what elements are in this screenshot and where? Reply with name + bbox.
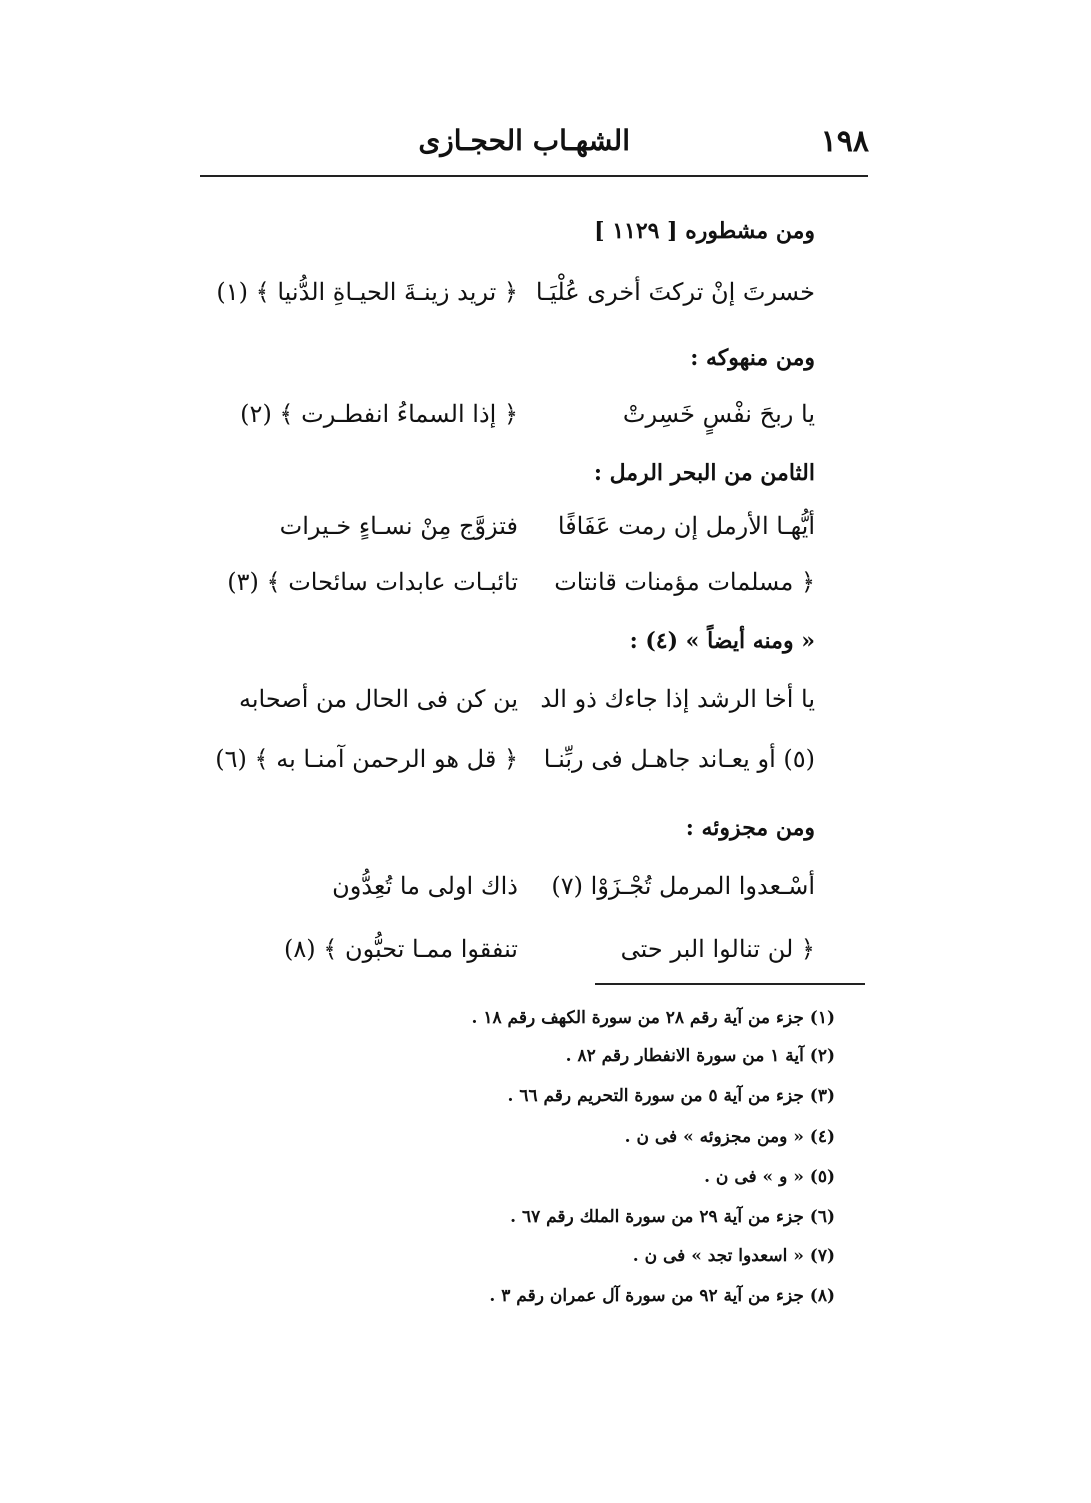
footnote: (٣) جزء من آية ٥ من سورة التحريم رقم ٦٦ . [507, 1086, 835, 1106]
footnote: (٢) آية ١ من سورة الانفطار رقم ٨٢ . [565, 1046, 835, 1066]
verse-second-hemistich: تنفقوا ممـا تحبُّون ﴾ (٨) [284, 935, 518, 963]
verse-first-hemistich: (٥) أو يعـاند جاهـل فى ربِّنـا [543, 745, 815, 773]
verse-first-hemistich: ﴿ مسلمات مؤمنات قانتات [554, 568, 815, 596]
page-number: ١٩٨ [820, 124, 869, 159]
footnote: (١) جزء من آية رقم ٢٨ من سورة الكهف رقم ١٨ . [471, 1008, 835, 1028]
verse-second-hemistich: ﴿ إذا السماءُ انفطـرت ﴾ (٢) [240, 400, 518, 428]
footnote-rule [595, 983, 865, 985]
footnote: (٦) جزء من آية ٢٩ من سورة الملك رقم ٦٧ . [510, 1207, 835, 1227]
running-header-title: الشهـاب الحجـازى [418, 124, 630, 157]
verse-second-hemistich: فتزوَّج مِنْ نسـاءٍ خـيرات [279, 512, 518, 540]
verse-first-hemistich: خسرتَ إنْ تركتَ أخرى عُلْيَـا [535, 278, 815, 306]
verse-second-hemistich: ﴿ قل هو الرحمن آمنـا به ﴾ (٦) [215, 745, 518, 773]
verse-first-hemistich: يا أخا الرشد إذا جاءك ذو الد [540, 685, 815, 713]
verse-first-hemistich: أيُّهـا الأرمل إن رمت عَفَافًا [557, 512, 815, 540]
footnote: (٨) جزء من آية ٩٢ من سورة آل عمران رقم ٣ . [489, 1286, 835, 1306]
header-rule [200, 175, 868, 177]
verse-second-hemistich: ذاك اولى ما تُعِدُّون [332, 872, 518, 900]
footnote: (٤) « ومن مجزوئه » فى ن . [624, 1127, 835, 1147]
footnote: (٥) « و » فى ن . [704, 1167, 835, 1187]
section-heading: « ومنه أيضاً » (٤) : [629, 628, 815, 654]
footnote: (٧) « اسعدوا تجد » فى ن . [632, 1246, 835, 1266]
verse-first-hemistich: يا ربحَ نفْسٍ خَسِرتْ [622, 400, 815, 428]
section-heading: ومن مشطوره [ ١١٢٩ ] [594, 218, 815, 244]
section-heading: ومن منهوكه : [690, 345, 815, 371]
verse-second-hemistich: تائبـات عابدات سائحات ﴾ (٣) [227, 568, 518, 596]
section-heading: ومن مجزوئه : [685, 815, 815, 841]
verse-second-hemistich: ﴿ تريد زينـةَ الحيـاةِ الدُّنيا ﴾ (١) [216, 278, 518, 306]
verse-second-hemistich: ين كن فى الحال من أصحابه [238, 685, 518, 713]
verse-first-hemistich: أسْـعدوا المرمل تُجْـزَوْا (٧) [551, 872, 815, 900]
section-heading: الثامن من البحر الرمل : [593, 460, 815, 486]
verse-first-hemistich: ﴿ لن تنالوا البر حتى [620, 935, 815, 963]
